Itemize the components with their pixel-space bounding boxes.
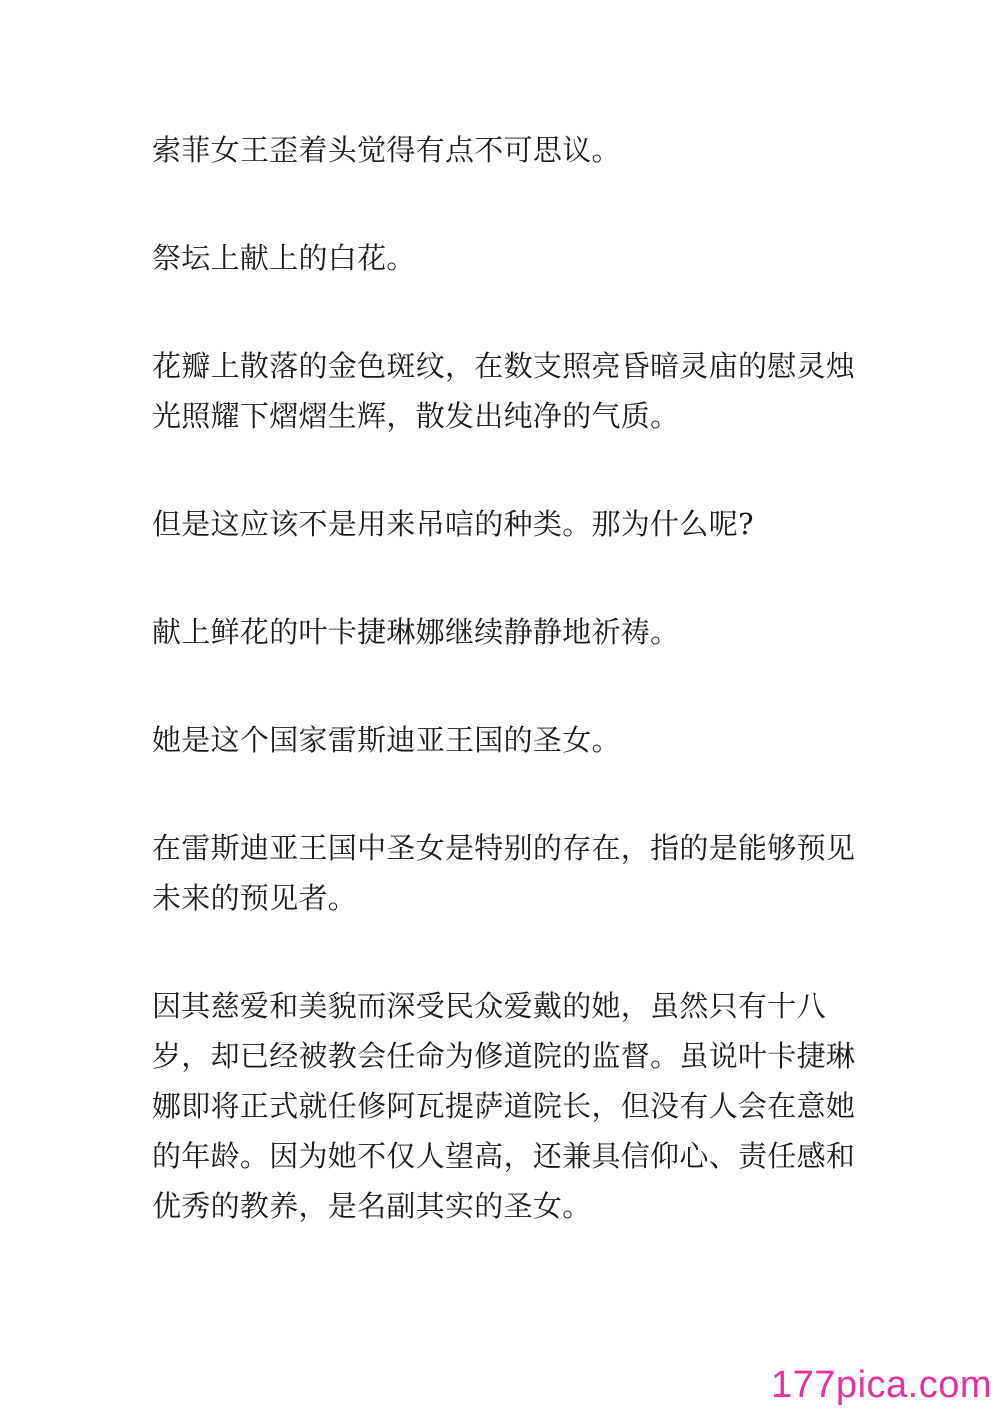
- paragraph-8: 因其慈爱和美貌而深受民众爱戴的她，虽然只有十八岁，却已经被教会任命为修道院的监督。虽说叶卡捷琳娜即将正式就任修阿瓦提萨道院长，但没有人会在意她的年龄。因为她不仅人望高，还兼具信仰心、责任感和优秀的教养，是名副其实的圣女。: [152, 989, 856, 1223]
- paragraph-4: 但是这应该不是用来吊唁的种类。那为什么呢?: [152, 507, 754, 541]
- paragraph-1: 索菲女王歪着头觉得有点不可思议。: [152, 133, 621, 167]
- text-body: [152, 125, 862, 1289]
- paragraph-7: 在雷斯迪亚王国中圣女是特别的存在，指的是能够预见未来的预见者。: [152, 831, 856, 915]
- paragraph-3: 花瓣上散落的金色斑纹，在数支照亮昏暗灵庙的慰灵烛光照耀下熠熠生辉，散发出纯净的气质。: [152, 349, 856, 433]
- watermark-text: 177pica.com: [771, 1364, 992, 1406]
- paragraph-2: 祭坛上献上的白花。: [152, 241, 416, 275]
- paragraph-5: 献上鲜花的叶卡捷琳娜继续静静地祈祷。: [152, 615, 680, 649]
- paragraph-6: 她是这个国家雷斯迪亚王国的圣女。: [152, 723, 621, 757]
